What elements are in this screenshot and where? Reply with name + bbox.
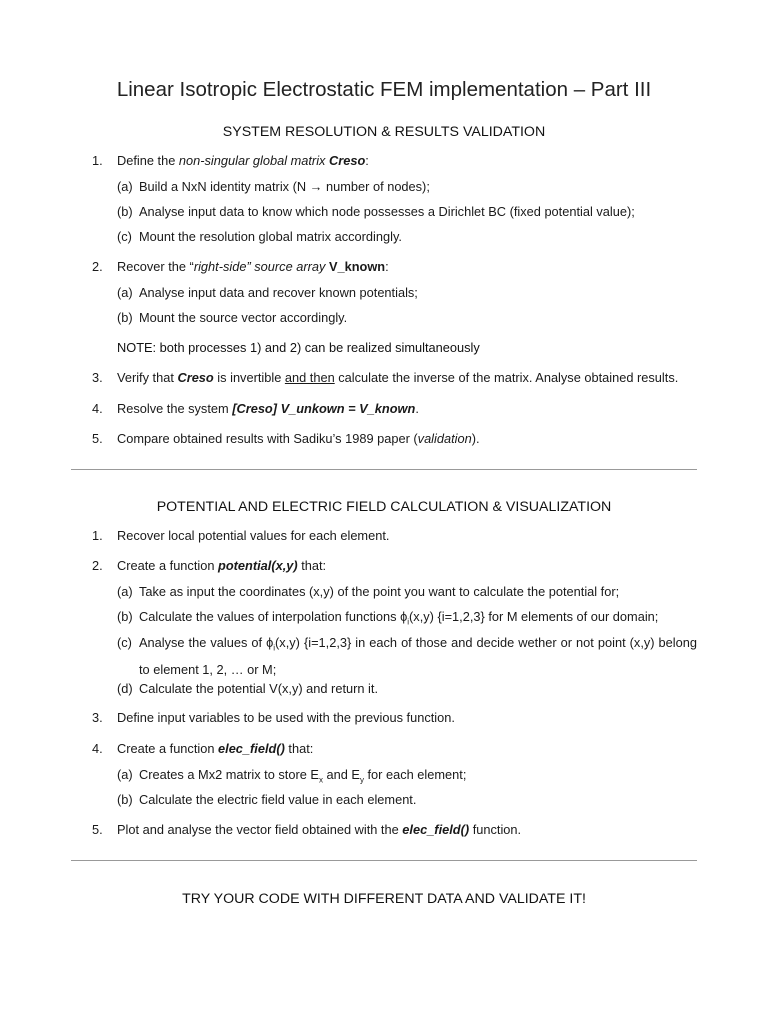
text-run: Compare obtained results with Sadiku’s 1989 paper ( [117, 431, 418, 446]
item-text [117, 820, 702, 840]
item-number: 5. [92, 822, 103, 837]
item-number: 1. [92, 528, 103, 543]
text-run: Recover the “ [117, 259, 194, 274]
item-number: 3. [92, 710, 103, 725]
text-run: Resolve the system [117, 401, 233, 416]
text-run: Verify that [117, 370, 178, 385]
text-run: (x,y) {i=1,2,3} for M elements of our domain; [409, 609, 659, 624]
sub-label: (c) [117, 229, 132, 244]
item-text: Define input variables to be used with the previous function. [117, 710, 455, 725]
text-run: : [385, 259, 389, 274]
item-text: Recover local potential values for each element. [117, 528, 390, 543]
item-text [117, 399, 702, 419]
item-number: 2. [92, 259, 103, 274]
text-run: (x,y) {i=1,2,3} in each of those and decide wether or not point (x,y) belong to element 1, 2, … or M; [139, 635, 697, 677]
sub-text [139, 606, 697, 633]
text-run: Creates a Mx2 matrix to store E [139, 767, 319, 782]
item-text [117, 739, 702, 759]
text-run: . [415, 401, 419, 416]
bold-term: elec_field() [218, 741, 285, 756]
text-run: is invertible [213, 370, 285, 385]
text-run: Define the [117, 153, 179, 168]
sub-text: Mount the resolution global matrix accordingly. [139, 229, 402, 244]
text-run: : [365, 153, 369, 168]
sub-label: (a) [117, 179, 133, 194]
subscript: i [407, 617, 410, 627]
sub-label: (a) [117, 584, 133, 599]
divider [71, 469, 697, 470]
text-run: for each element; [363, 767, 467, 782]
section-heading-system-resolution: SYSTEM RESOLUTION & RESULTS VALIDATION [222, 124, 546, 140]
sub-label: (b) [117, 792, 133, 807]
sub-text: Calculate the electric field value in each element. [139, 792, 417, 807]
text-run: that: [284, 741, 314, 756]
text-run: ). [471, 431, 480, 446]
text-run: Create a function [117, 558, 219, 573]
item-number: 4. [92, 401, 103, 416]
page-title: Linear Isotropic Electrostatic FEM implementation – Part III [116, 78, 652, 101]
closing-statement: TRY YOUR CODE WITH DIFFERENT DATA AND VALIDATE IT! [182, 891, 586, 907]
section-heading-potential-field: POTENTIAL AND ELECTRIC FIELD CALCULATION & VISUALIZATION [156, 499, 612, 515]
text-run: Create a function [117, 741, 219, 756]
sub-label: (a) [117, 767, 133, 782]
item-number: 4. [92, 741, 103, 756]
subscript: y [359, 775, 364, 785]
item-number: 1. [92, 153, 103, 168]
item-text [117, 556, 702, 576]
italic-text: validation [417, 431, 472, 446]
text-run: calculate the inverse of the matrix. Analyse obtained results. [334, 370, 679, 385]
bold-term: potential(x,y) [218, 558, 298, 573]
note-text: NOTE: both processes 1) and 2) can be realized simultaneously [117, 340, 480, 355]
bold-term: V_known [328, 259, 386, 274]
subscript: i [273, 643, 276, 653]
sub-label: (c) [117, 635, 132, 650]
sub-text: Analyse input data to know which node possesses a Dirichlet BC (fixed potential value); [139, 204, 635, 219]
item-number: 5. [92, 431, 103, 446]
sub-label: (b) [117, 609, 133, 624]
text-run: and E [322, 767, 360, 782]
sub-label: (b) [117, 310, 133, 325]
sub-text [139, 764, 697, 791]
sub-label: (a) [117, 285, 133, 300]
sub-text [139, 632, 697, 680]
text-run: Calculate the values of interpolation functions ϕ [139, 609, 408, 624]
text-run: Analyse the values of ϕ [139, 635, 274, 650]
sub-text: Build a NxN identity matrix (N → number of nodes); [139, 179, 430, 194]
italic-text: right-side” source array [193, 259, 329, 274]
sub-text: Calculate the potential V(x,y) and return it. [139, 681, 378, 696]
item-number: 3. [92, 370, 103, 385]
underlined-text: and then [284, 370, 335, 385]
bold-term: elec_field() [402, 822, 470, 837]
item-number: 2. [92, 558, 103, 573]
sub-text: Analyse input data and recover known potentials; [139, 285, 418, 300]
subscript: x [318, 775, 323, 785]
text-run: that: [297, 558, 327, 573]
text-run: Plot and analyse the vector field obtained with the [117, 822, 403, 837]
divider [71, 860, 697, 861]
item-text [117, 257, 702, 277]
italic-text: non-singular global matrix [178, 153, 329, 168]
bold-term: Creso [177, 370, 214, 385]
item-text [117, 429, 702, 449]
sub-label: (b) [117, 204, 133, 219]
item-text [117, 151, 702, 171]
sub-text: Mount the source vector accordingly. [139, 310, 348, 325]
bold-term: Creso [329, 153, 366, 168]
sub-text: Take as input the coordinates (x,y) of the point you want to calculate the potential for; [139, 584, 620, 599]
sub-label: (d) [117, 681, 133, 696]
text-run: function. [469, 822, 522, 837]
bold-term: [Creso] V_unkown = V_known [232, 401, 416, 416]
item-text [117, 368, 702, 388]
